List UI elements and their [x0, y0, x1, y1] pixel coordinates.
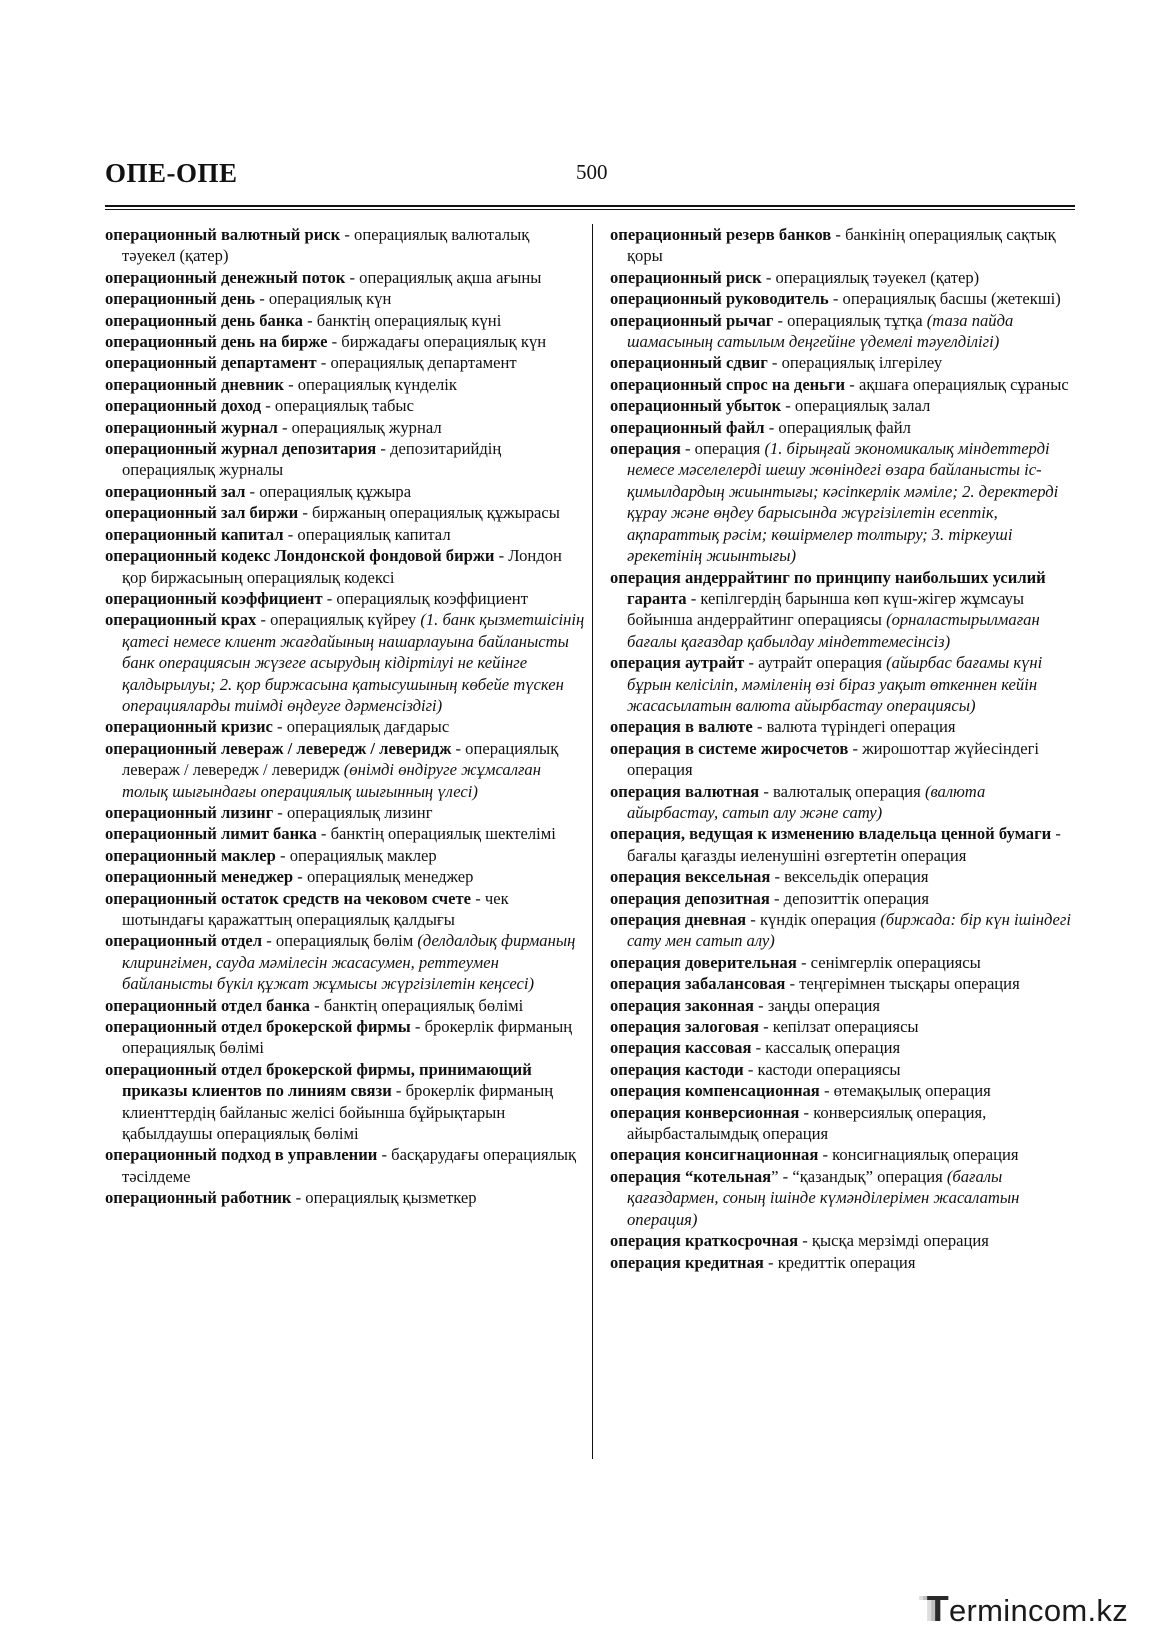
entry-definition: - биржадағы операциялық күн [327, 332, 547, 352]
dictionary-entry [105, 866, 585, 887]
entry-term: операционный денежный поток [105, 267, 346, 287]
entry-definition: - операциялық құжыра [245, 481, 412, 501]
dictionary-entry [610, 866, 1080, 887]
dictionary-entry [105, 738, 585, 802]
entry-term: операционный риск [610, 267, 762, 287]
entry-term: операционный отдел банка [105, 995, 310, 1015]
dictionary-entry [610, 823, 1080, 866]
dictionary-entry [105, 716, 585, 737]
entry-term: операционный дневник [105, 374, 284, 394]
entry-term: операция, ведущая к изменению владельца ценной бумаги [610, 824, 1052, 844]
entry-definition: - операциялық маклер [275, 845, 437, 865]
entry-definition: - операциялық күн [255, 289, 392, 309]
entry-definition: - өтемақылық операция [819, 1081, 991, 1101]
dictionary-entry [610, 716, 1080, 737]
entry-term: операция залоговая [610, 1017, 759, 1037]
entry-definition: - конверсиялық операция, айырбасталымдық операция [627, 1102, 987, 1144]
dictionary-entry [105, 802, 585, 823]
left-column [105, 224, 585, 1209]
entry-term: операционный файл [610, 417, 765, 437]
entry-term: операционный кризис [105, 717, 273, 737]
dictionary-entry [610, 909, 1080, 952]
entry-definition: - ақшаға операциялық сұраныс [845, 374, 1069, 394]
dictionary-entry [105, 395, 585, 416]
entry-note: (1. банк қызметшісінің қатесі немесе клиент жағдайының нашарлауына байланысты банк операциясын жүзеге асырудың кідіртілуі не кейінге қалдырылуы; 2. қор биржасына қатысушының көбейе түскен операцияларды тиімді өңдеуге дәрменсіздігі) [122, 610, 585, 715]
dictionary-entry [610, 1059, 1080, 1080]
entry-definition: - басқарудағы операциялық тәсілдеме [122, 1145, 577, 1186]
dictionary-entry [105, 267, 585, 288]
dictionary-entry [610, 738, 1080, 781]
entry-term: операционный день банка [105, 310, 303, 330]
entry-term: операционный убыток [610, 396, 782, 416]
entry-term: операционный день [105, 289, 256, 309]
entry-note: (1. бірыңғай экономикалық міндеттерді немесе мәселелерді шешу жөніндегі өзара байланысты іс-қимылдардың жиынтығы; кәсіпкерлік мәміле; 2. деректерді құрау және өңдеу барысында жүргізілетін есептік, ақпараттық рәсім; көшірмелер толтыру; 3. тіркеуші әрекетінің жиынтығы) [627, 439, 1059, 566]
entry-term: операционный лимит банка [105, 824, 317, 844]
entry-definition: - кредиттік операция [763, 1252, 916, 1272]
entry-term: операция валютная [610, 781, 760, 801]
dictionary-entry [610, 417, 1080, 438]
entry-definition: - банктің операциялық шектелімі [316, 824, 556, 844]
dictionary-entry [610, 438, 1080, 566]
header-divider [105, 205, 1075, 210]
dictionary-entry [610, 310, 1080, 353]
entry-term: операция депозитная [610, 888, 770, 908]
entry-definition: - операциялық департамент [316, 353, 517, 373]
entry-term: операция андеррайтинг по принципу наибольших усилий гаранта [610, 567, 1046, 608]
entry-term: операция [610, 439, 681, 459]
entry-definition: - операциялық журнал [277, 417, 442, 437]
entry-definition: - операция [680, 439, 765, 459]
entry-definition: - қысқа мерзімді операция [798, 1231, 989, 1251]
entry-term: операционный маклер [105, 845, 276, 865]
entry-definition: - операциялық залал [781, 396, 931, 416]
dictionary-entry [610, 973, 1080, 994]
entry-definition: - операциялық бөлім [262, 931, 418, 951]
entry-term: операционный валютный риск [105, 225, 341, 244]
entry-definition: - операциялық дағдарыс [272, 717, 450, 737]
entry-definition: - операциялық капитал [283, 524, 451, 544]
entry-term: операционный рычаг [610, 310, 774, 330]
entry-term: операционный подход в управлении [105, 1145, 378, 1165]
entry-term: операция в валюте [610, 717, 753, 737]
entry-definition: - брокерлік фирманың операциялық бөлімі [122, 1017, 573, 1058]
entry-definition: - операциялық лизинг [273, 802, 433, 822]
entry-definition: - кепілзат операциясы [758, 1017, 919, 1037]
entry-term: операционный сдвиг [610, 353, 768, 373]
entry-term: операционный руководитель [610, 289, 829, 309]
entry-definition: - операциялық тұтқа [773, 310, 927, 330]
entry-definition: - операциялық валюталық тәуекел (қатер) [122, 225, 530, 266]
entry-term: операционный лизинг [105, 802, 274, 822]
dictionary-entry [610, 652, 1080, 716]
entry-definition: - операциялық күнделік [283, 374, 457, 394]
entry-term: операционный доход [105, 396, 262, 416]
dictionary-entry [105, 438, 585, 481]
entry-definition: - вексельдік операция [770, 867, 929, 887]
dictionary-entry [105, 823, 585, 844]
entry-term: операционный спрос на деньги [610, 374, 846, 394]
entry-definition: - операциялық қызметкер [291, 1188, 477, 1208]
entry-note: (валюта айырбастау, сатып алу және сату) [627, 781, 986, 822]
entry-definition: - банктің операциялық бөлімі [309, 995, 524, 1015]
page-header-title: ОПЕ-ОПЕ [105, 158, 238, 188]
entry-term: операция аутрайт [610, 653, 745, 673]
dictionary-entry [105, 224, 585, 267]
dictionary-entry [610, 1166, 1080, 1230]
dictionary-entry [610, 781, 1080, 824]
entry-term: операционный отдел брокерской фирмы [105, 1017, 411, 1037]
dictionary-entry [105, 524, 585, 545]
dictionary-entry [105, 1059, 585, 1145]
entry-definition: - кассалық операция [751, 1038, 901, 1058]
entry-term: операция доверительная [610, 952, 797, 972]
termincom-logo [927, 1588, 1128, 1630]
dictionary-entry [610, 352, 1080, 373]
entry-term: операционный отдел [105, 931, 263, 951]
entry-term: операция кастоди [610, 1059, 744, 1079]
entry-definition: - консигнациялық операция [818, 1145, 1019, 1165]
column-divider [592, 224, 593, 1459]
entry-term: операция кредитная [610, 1252, 764, 1272]
entry-definition: - операциялық ілгерілеу [767, 353, 943, 373]
entry-term: операционный капитал [105, 524, 284, 544]
entry-term: операционный журнал депозитария [105, 439, 377, 459]
entry-definition: - чек шотындағы қаражаттың операциялық қалдығы [122, 888, 509, 929]
entry-definition: - операциялық менеджер [293, 867, 474, 887]
entry-note: (бағалы қағаздармен, соның ішінде күмәнділерімен жасалатын операция) [627, 1166, 1020, 1229]
dictionary-entry [105, 609, 585, 716]
entry-term: операционный резерв банков [610, 225, 832, 244]
dictionary-entry [105, 930, 585, 994]
entry-definition: - депозитарийдің операциялық журналы [122, 439, 502, 480]
entry-term: операция “котельная [610, 1166, 772, 1186]
dictionary-entry [610, 1230, 1080, 1251]
entry-definition: - операциялық файл [764, 417, 911, 437]
entry-term: операция в системе жиросчетов [610, 738, 849, 758]
dictionary-entry [610, 374, 1080, 395]
entry-definition: - брокерлік фирманың клиенттердің байланыс желісі бойынша бұйрықтарын қабылдаушы операциялық бөлімі [122, 1081, 554, 1144]
entry-definition: ” - “қазандық” операция [771, 1166, 947, 1186]
entry-term: операционный журнал [105, 417, 278, 437]
dictionary-entry [105, 545, 585, 588]
entry-term: операция дневная [610, 910, 747, 929]
dictionary-entry [105, 1144, 585, 1187]
entry-term: операционный левераж / левередж / леверидж [105, 738, 452, 758]
dictionary-entry [610, 995, 1080, 1016]
dictionary-entry [105, 588, 585, 609]
dictionary-entry [610, 1252, 1080, 1273]
entry-definition: - банктің операциялық күні [302, 310, 502, 330]
dictionary-entry [610, 1080, 1080, 1101]
dictionary-entry [105, 1016, 585, 1059]
dictionary-entry [105, 481, 585, 502]
entry-term: операция забалансовая [610, 974, 786, 994]
dictionary-entry [105, 374, 585, 395]
dictionary-entry [610, 224, 1080, 267]
entry-term: операционный день на бирже [105, 332, 328, 352]
entry-term: операция законная [610, 995, 754, 1015]
entry-note: (делдалдық фирманың клирингімен, сауда мәмілесін жасасумен, реттеумен байланысты бүкіл құжат жұмысы жүргізілетін кеңсесі) [122, 931, 576, 994]
right-column [610, 224, 1080, 1273]
entry-definition: - Лондон қор биржасының операциялық кодексі [122, 546, 562, 587]
dictionary-entry [610, 1016, 1080, 1037]
dictionary-entry [105, 888, 585, 931]
entry-definition: - сенімгерлік операциясы [796, 952, 981, 972]
dictionary-entry [105, 310, 585, 331]
dictionary-entry [610, 567, 1080, 653]
dictionary-entry [610, 395, 1080, 416]
dictionary-entry [610, 888, 1080, 909]
entry-definition: - операциялық күйреу [256, 610, 421, 630]
entry-definition: - күндік операция [746, 910, 881, 929]
logo-letter-t: T [926, 1588, 949, 1629]
entry-definition: - теңгерімнен тысқары операция [785, 974, 1020, 994]
entry-definition: - жирошоттар жүйесіндегі операция [627, 738, 1040, 780]
entry-note: (биржада: бір күн ішіндегі сату мен сатып алу) [627, 910, 1071, 951]
entry-definition: - операциялық ақша ағыны [345, 267, 542, 287]
logo-text: ermincom.kz [949, 1593, 1128, 1628]
dictionary-entry [105, 352, 585, 373]
dictionary-entry [610, 1144, 1080, 1165]
entry-note: (таза пайда шамасының сатылым деңгейіне үдемелі тәуелділігі) [627, 310, 1014, 352]
entry-definition: - валюта түріндегі операция [752, 717, 956, 737]
entry-definition: - кепілгердің барынша көп күш-жігер жұмсауы бойынша андеррайтинг операциясы [627, 588, 1025, 630]
entry-term: операционный отдел брокерской фирмы, принимающий приказы клиентов по линиям связи [105, 1059, 532, 1101]
entry-note: (айырбас бағaмы күні бұрын келісіліп, мәміленің өзі біраз уақыт өткеннен кейін жасасылатын валюта айырбастау операциясы) [627, 653, 1043, 715]
entry-definition: - кастоди операциясы [743, 1059, 901, 1079]
entry-term: операционный зал биржи [105, 503, 299, 523]
entry-term: операционный остаток средств на чековом счете [105, 888, 472, 908]
entry-term: операция краткосрочная [610, 1231, 799, 1251]
entry-term: операция консигнационная [610, 1145, 819, 1165]
entry-definition: - операциялық левераж / левередж / леверидж [122, 738, 559, 780]
entry-definition: - заңды операция [754, 995, 880, 1015]
dictionary-entry [105, 417, 585, 438]
entry-definition: - бағалы қағазды иеленушіні өзгертетін операция [627, 824, 1061, 865]
entry-definition: - операциялық тәуекел (қатер) [761, 267, 980, 287]
entry-definition: - биржаның операциялық құжырасы [298, 503, 560, 523]
entry-term: операция кассовая [610, 1038, 752, 1058]
entry-term: операция конверсионная [610, 1102, 800, 1122]
dictionary-entry [610, 1102, 1080, 1145]
entry-term: операционный департамент [105, 353, 317, 373]
dictionary-entry [610, 288, 1080, 309]
dictionary-entry [105, 288, 585, 309]
entry-term: операция компенсационная [610, 1081, 820, 1101]
entry-term: операционный менеджер [105, 867, 294, 887]
entry-note: (орналастырылмаған бағалы қағаздар қабылдау міндеттемесінсіз) [627, 610, 1040, 651]
entry-definition: - операциялық табыс [261, 396, 414, 416]
entry-term: операционный коэффициент [105, 588, 323, 608]
entry-term: операция вексельная [610, 867, 771, 887]
entry-definition: - аутрайт операция [744, 653, 887, 673]
dictionary-entry [105, 995, 585, 1016]
entry-definition: - депозиттік операция [769, 888, 930, 908]
entry-term: операционный крах [105, 610, 257, 630]
page-number: 500 [576, 160, 608, 184]
entry-definition: - банкінің операциялық сақтық қоры [627, 225, 1056, 266]
entry-term: операционный зал [105, 481, 246, 501]
entry-definition: - операциялық басшы (жетекші) [828, 289, 1061, 309]
entry-note: (өнімді өндіруге жұмсалған толық шығындағы операциялық шығынның үлесі) [122, 760, 541, 801]
dictionary-entry [105, 331, 585, 352]
entry-definition: - валюталық операция [759, 781, 925, 801]
dictionary-entry [610, 1037, 1080, 1058]
dictionary-entry [610, 267, 1080, 288]
dictionary-entry [105, 1187, 585, 1208]
entry-term: операционный кодекс Лондонской фондовой биржи [105, 546, 495, 566]
dictionary-entry [105, 845, 585, 866]
dictionary-entry [610, 952, 1080, 973]
dictionary-entry [105, 502, 585, 523]
entry-term: операционный работник [105, 1188, 292, 1208]
entry-definition: - операциялық коэффициент [322, 588, 528, 608]
